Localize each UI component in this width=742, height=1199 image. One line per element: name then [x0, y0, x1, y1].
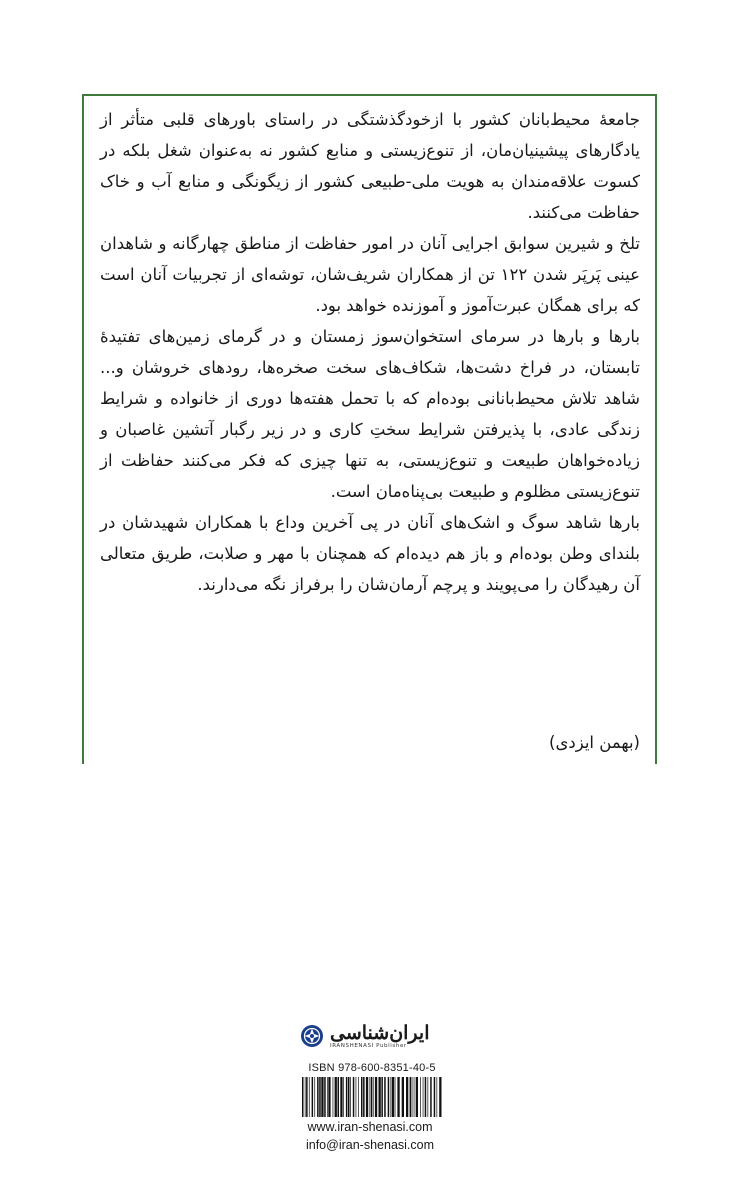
barcode-bar	[375, 1077, 377, 1117]
barcode-bar	[340, 1077, 342, 1117]
barcode-bar	[384, 1077, 386, 1117]
barcode-bar	[346, 1077, 348, 1117]
barcode-bar	[361, 1077, 363, 1117]
barcode-bar	[392, 1077, 394, 1117]
barcode-bar	[333, 1077, 334, 1117]
barcode-bar	[358, 1077, 359, 1117]
barcode-bar	[314, 1077, 315, 1117]
publisher-name-persian: ایران‌شناسی	[330, 1021, 430, 1044]
barcode-bar	[406, 1077, 408, 1117]
barcode-bar	[312, 1077, 314, 1117]
barcode-bar	[302, 1077, 304, 1117]
paragraph-4: بارها شاهد سوگ و اشک‌های آنان در پی آخرین وداع با همکاران شهیدشان در بلندای وطن بوده‌ام و باز هم دیده‌ام که همچنان با مهر و صلابت، طریق متعالی آن رهیدگان را می‌پویند و پرچم آرمان‌شان را برفراز نگه می‌دارند.	[100, 513, 640, 594]
barcode-bar	[391, 1077, 392, 1117]
publisher-email[interactable]: info@iran-shenasi.com	[305, 1138, 435, 1152]
barcode-bar	[338, 1077, 340, 1117]
barcode-bar	[356, 1077, 357, 1117]
publisher-logo	[300, 1016, 448, 1056]
barcode-bar	[335, 1077, 337, 1117]
barcode-bar	[363, 1077, 365, 1117]
barcode-bar	[420, 1077, 421, 1117]
barcode-bar	[371, 1077, 373, 1117]
barcode-bar	[305, 1077, 306, 1117]
barcode-bar	[306, 1077, 308, 1117]
barcode-bar	[402, 1077, 404, 1117]
barcode-bar	[434, 1077, 436, 1117]
publisher-wordmark	[330, 1023, 429, 1050]
barcode-bar	[395, 1077, 396, 1117]
barcode-bar	[317, 1077, 319, 1117]
barcode-bar	[373, 1077, 374, 1117]
barcode-bar	[437, 1077, 438, 1117]
barcode-bar	[309, 1077, 310, 1117]
barcode-bar	[370, 1077, 371, 1117]
barcode-bar	[319, 1077, 321, 1117]
barcode-bar	[397, 1077, 399, 1117]
paragraph-2: تلخ و شیرین سوابق اجرایی آنان در امور حفاظت از مناطق چهارگانه و شاهدان عینی پَرپَر شدن ۱۲۲ تن از همکاران شریف‌شان، توشه‌ای از تجربیات آنان است که برای همگان عبرت‌آموز و آموزنده خواهد بود.	[100, 234, 640, 315]
barcode-bar	[416, 1077, 418, 1117]
paragraph-1: جامعهٔ محیط‌بانان کشور با ازخودگذشتگی در راستای باورهای قلبی متأثر از یادگارهای پیشینیان‌مان، از تنوع‌زیستی و منابع کشور نه به‌عنوان شغل بلکه در کسوت علاقه‌مندان به هویت ملی-طبیعی کشور از زیگونگی و منابع آب و خاک حفاظت می‌کنند.	[100, 110, 640, 222]
barcode-bar	[324, 1077, 326, 1117]
barcode-bar	[353, 1077, 355, 1117]
barcode-bar	[348, 1077, 350, 1117]
barcode-bar	[381, 1077, 383, 1117]
barcode-bar	[388, 1077, 390, 1117]
barcode-bar	[439, 1077, 441, 1117]
barcode-bar	[414, 1077, 415, 1117]
barcode-bar	[350, 1077, 351, 1117]
author-signature: (بهمن ایزدی)	[549, 733, 640, 752]
publisher-website[interactable]: www.iran-shenasi.com	[307, 1120, 433, 1134]
barcode-bar	[430, 1077, 432, 1117]
barcode-bar	[327, 1077, 328, 1117]
isbn-barcode	[300, 1077, 444, 1117]
barcode-bar	[366, 1077, 368, 1117]
back-cover-text	[100, 104, 640, 600]
barcode-bar	[412, 1077, 413, 1117]
publisher-name-latin: IRANSHENASI Publisher	[330, 1042, 407, 1049]
publisher-emblem-icon	[300, 1024, 324, 1048]
paragraph-3: بارها و بارها در سرمای استخوان‌سوز زمستان و در گرمای زمین‌های تفتیدهٔ تابستان، در فراخ دشت‌ها، شکاف‌های سخت صخره‌ها، رودهای خروشان و... شاهد تلاش محیط‌بانانی بوده‌ام که با تحمل هفته‌ها دوری از خانواده و شرایط زندگی عادی، با پذیرفتن شرایط سختِ کاری و در زیر رگبار آتشین غاصبان و زیاده‌خواهان طبیعت و تنوع‌زیستی، به تنها چیزی که فکر می‌کنند حفاظت از تنوع‌زیستی مظلوم و طبیعت بی‌پناه‌مان است.	[100, 327, 640, 501]
barcode-bar	[410, 1077, 412, 1117]
barcode-bar	[321, 1077, 323, 1117]
barcode-bar	[428, 1077, 429, 1117]
barcode-bar	[379, 1077, 381, 1117]
barcode-bar	[328, 1077, 330, 1117]
barcode-bar	[423, 1077, 424, 1117]
barcode-bar	[425, 1077, 427, 1117]
isbn-number: ISBN 978-600-8351-40-5	[308, 1062, 436, 1074]
barcode-bar	[343, 1077, 344, 1117]
